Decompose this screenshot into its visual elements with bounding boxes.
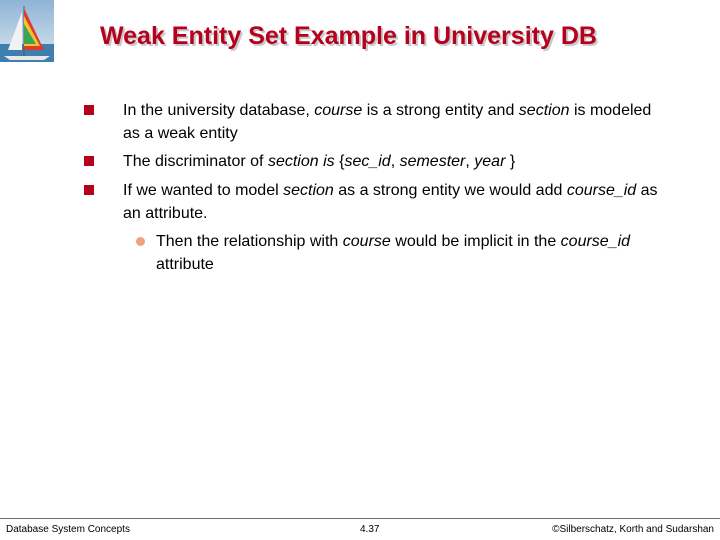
italic-term: section is — [267, 153, 335, 170]
text-run: In the university database, — [123, 102, 315, 119]
footer-slide-number: 4.37 — [360, 524, 380, 535]
bullet-text — [123, 100, 663, 145]
sailboat-logo-icon — [0, 0, 54, 62]
text-run: , — [465, 153, 475, 170]
text-run: Then the relationship with — [156, 233, 343, 250]
italic-term: course — [342, 233, 391, 250]
footer-book-title: Database System Concepts — [6, 524, 130, 535]
italic-term: course_id — [566, 182, 637, 199]
text-run: } — [505, 153, 516, 170]
round-bullet-icon — [136, 237, 145, 246]
bullet-text — [123, 180, 663, 225]
text-run: attribute — [156, 255, 214, 273]
text-run: The discriminator of — [123, 153, 268, 170]
text-run: as a strong entity we would add — [333, 182, 567, 199]
italic-term: course — [314, 102, 363, 119]
text-run: , — [390, 153, 400, 170]
slide-title: Weak Entity Set Example in University DB — [100, 22, 597, 50]
footer-copyright: ©Silberschatz, Korth and Sudarshan — [552, 524, 714, 535]
text-run: would be implicit in the — [390, 233, 561, 250]
square-bullet-icon — [84, 105, 94, 115]
text-run: is modeled as a weak entity — [123, 102, 652, 142]
italic-term: course_id — [560, 233, 631, 250]
italic-term: sec_id — [344, 153, 391, 170]
italic-term: year — [474, 153, 506, 170]
subbullet-text — [156, 231, 636, 276]
square-bullet-icon — [84, 185, 94, 195]
bullet-text — [123, 151, 663, 174]
footer-divider — [0, 518, 720, 519]
text-run: If we wanted to model — [123, 182, 284, 199]
italic-term: section — [283, 182, 334, 199]
italic-term: semester — [399, 153, 466, 170]
italic-term: section — [518, 102, 570, 119]
text-run: is a strong entity and — [362, 102, 519, 119]
text-run: as an attribute. — [123, 182, 658, 222]
text-run: { — [334, 153, 345, 170]
square-bullet-icon — [84, 156, 94, 166]
